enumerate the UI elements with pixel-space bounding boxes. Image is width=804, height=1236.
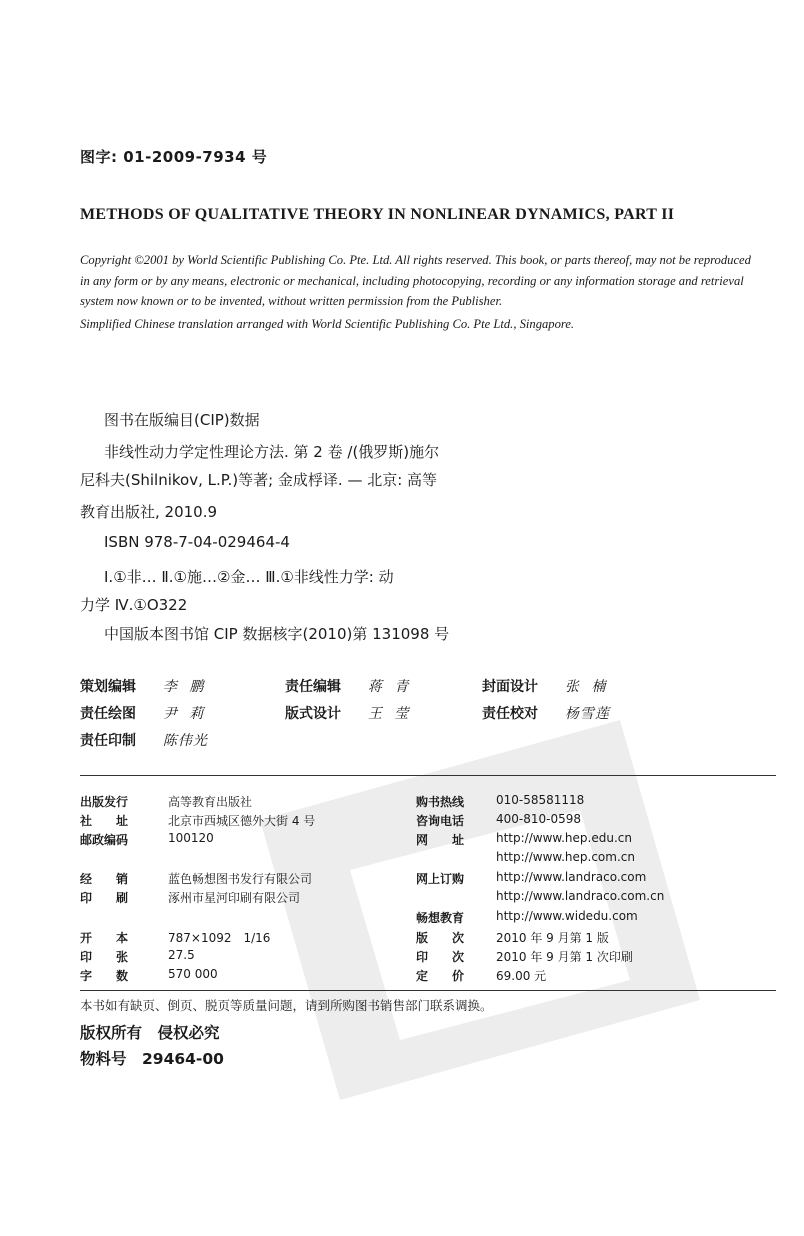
- pub-info-label: 字 数: [80, 969, 129, 983]
- staff-value: 陈伟光: [162, 733, 208, 749]
- pub-info-row: [416, 793, 585, 810]
- staff-credit: [80, 703, 207, 723]
- staff-label: 责任印制: [80, 733, 136, 749]
- quality-notice: 本书如有缺页、倒页、脱页等质量问题，请到所购图书销售部门联系调换。: [80, 998, 493, 1013]
- pub-info-row: [416, 870, 647, 887]
- cip-isbn: ISBN 978-7-04-029464-4: [104, 533, 290, 551]
- pub-info-label: 邮政编码: [80, 833, 129, 847]
- staff-label: 版式设计: [285, 706, 341, 722]
- pub-info-row: [416, 812, 582, 829]
- pub-info-label: 印 刷: [80, 891, 129, 905]
- pub-info-row: [80, 870, 313, 887]
- pub-info-label: 印 次: [416, 950, 465, 964]
- staff-credit: [80, 730, 208, 750]
- pub-info-value: 蓝色畅想图书发行有限公司: [168, 872, 313, 886]
- divider-top: [80, 775, 776, 776]
- staff-label: 责任校对: [482, 706, 538, 722]
- pub-info-row: [80, 831, 214, 848]
- cip-catalog-number: 中国版本图书馆 CIP 数据核字(2010)第 131098 号: [104, 625, 450, 643]
- divider-bottom: [80, 990, 776, 991]
- pub-info-row: [80, 967, 218, 984]
- rights-reserved: 版权所有 侵权必究: [80, 1024, 220, 1042]
- pub-info-label: 社 址: [80, 814, 129, 828]
- cip-classification-2: 力学 Ⅳ.①O322: [80, 596, 188, 614]
- pub-info-row: [416, 967, 547, 984]
- cip-line-1: 非线性动力学定性理论方法. 第 2 卷 /(俄罗斯)施尔: [104, 443, 440, 461]
- cip-line-2: 尼科夫(Shilnikov, L.P.)等著; 金成桴译. — 北京: 高等: [80, 471, 438, 489]
- staff-value: 尹 莉: [162, 706, 208, 722]
- pub-info-value: http://www.hep.edu.cn: [496, 831, 632, 845]
- pub-info-label: 出版发行: [80, 795, 129, 809]
- pub-info-value: 69.00 元: [496, 969, 547, 983]
- pub-info-value: http://www.widedu.com: [496, 909, 638, 923]
- registration-number: 图字: 01-2009-7934 号: [80, 148, 268, 166]
- pub-info-label: 网上订购: [416, 872, 465, 886]
- staff-value: 王 莹: [367, 706, 413, 722]
- staff-credit: [80, 676, 207, 696]
- pub-info-value: 100120: [168, 831, 214, 845]
- pub-info-value: 高等教育出版社: [168, 795, 253, 809]
- staff-label: 封面设计: [482, 679, 538, 695]
- pub-info-value: 北京市西城区德外大街 4 号: [168, 814, 316, 828]
- staff-label: 策划编辑: [80, 679, 136, 695]
- staff-credit: [285, 676, 412, 696]
- pub-info-label: 畅想教育: [416, 911, 465, 925]
- pub-info-value: 2010 年 9 月第 1 版: [496, 931, 609, 945]
- translation-paragraph: Simplified Chinese translation arranged with World Scientific Publishing Co. Pte Ltd., Singapore.: [80, 316, 575, 331]
- pub-info-value: 27.5: [168, 948, 195, 962]
- copyright-paragraph: Copyright ©2001 by World Scientific Publishing Co. Pte. Ltd. All rights reserved. This book, or parts thereof, may not be reproduced in any form or by any means, electronic or mechanical, including photocopying, recording or any information storage and retrieval system now known or to be invented, without written permission from the Publisher.: [80, 253, 751, 308]
- pub-info-row: [80, 929, 271, 946]
- pub-info-label: 经 销: [80, 872, 129, 886]
- cip-classification-1: Ⅰ.①非… Ⅱ.①施…②金… Ⅲ.①非线性力学: 动: [104, 568, 394, 586]
- staff-value: 张 楠: [564, 679, 610, 695]
- pub-info-row: [80, 793, 253, 810]
- staff-label: 责任编辑: [285, 679, 341, 695]
- pub-info-value: 010-58581118: [496, 793, 585, 807]
- pub-info-label: 印 张: [80, 950, 129, 964]
- staff-credit: [285, 703, 412, 723]
- pub-info-label: 咨询电话: [416, 814, 465, 828]
- copyright-notice: [80, 250, 760, 336]
- pub-info-value: http://www.landraco.com: [496, 870, 647, 884]
- pub-info-value: 400-810-0598: [496, 812, 582, 826]
- pub-info-value: 787×1092 1/16: [168, 931, 271, 945]
- pub-info-value: 570 000: [168, 967, 218, 981]
- staff-credit: [482, 703, 610, 723]
- pub-info-label: 开 本: [80, 931, 129, 945]
- pub-info-row: [80, 889, 301, 906]
- cip-heading: 图书在版编目(CIP)数据: [104, 411, 260, 429]
- english-title: METHODS OF QUALITATIVE THEORY IN NONLINEAR DYNAMICS, PART II: [80, 206, 675, 223]
- material-number: 物料号 29464-00: [80, 1050, 224, 1068]
- pub-info-label: 定 价: [416, 969, 465, 983]
- pub-info-row: [416, 831, 632, 848]
- pub-info-row: [80, 948, 195, 965]
- pub-info-label: 购书热线: [416, 795, 465, 809]
- pub-info-row: [416, 909, 638, 926]
- pub-info-label: 版 次: [416, 931, 465, 945]
- pub-info-value: http://www.landraco.com.cn: [496, 889, 665, 903]
- pub-info-row: [416, 948, 633, 965]
- staff-value: 蒋 青: [367, 679, 413, 695]
- pub-info-row: [416, 929, 609, 946]
- pub-info-label: 网 址: [416, 833, 465, 847]
- pub-info-value: 涿州市星河印刷有限公司: [168, 891, 301, 905]
- pub-info-value: http://www.hep.com.cn: [496, 850, 635, 864]
- cip-line-3: 教育出版社, 2010.9: [80, 503, 218, 521]
- staff-credit: [482, 676, 609, 696]
- pub-info-value: 2010 年 9 月第 1 次印刷: [496, 950, 633, 964]
- staff-value: 杨雪莲: [564, 706, 610, 722]
- staff-label: 责任绘图: [80, 706, 136, 722]
- staff-value: 李 鹏: [162, 679, 208, 695]
- pub-info-row: [80, 812, 316, 829]
